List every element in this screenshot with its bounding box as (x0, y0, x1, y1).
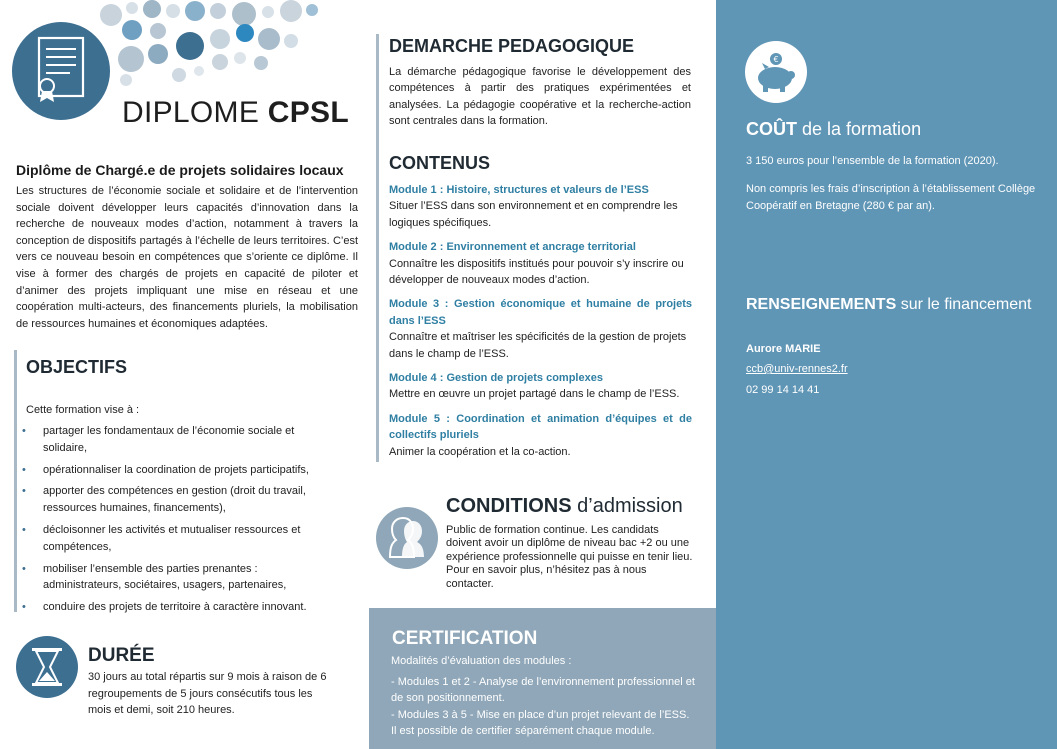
cout-heading-bold: COÛT (746, 119, 797, 139)
svg-text:€: € (773, 55, 779, 64)
duree-heading: DURÉE (88, 645, 155, 666)
conditions-heading-bold: CONDITIONS (446, 495, 572, 517)
cout-heading-light: de la formation (802, 119, 922, 139)
hourglass-icon (16, 636, 78, 698)
certification-text (391, 653, 701, 739)
conditions-text-2: Pour en savoir plus, n’hésitez pas à nous contacter. (446, 564, 647, 590)
module-item (389, 411, 692, 460)
module-text: Animer la coopération et la co-action. (389, 445, 571, 458)
contact-email-link[interactable]: ccb@univ-rennes2.fr (746, 363, 848, 375)
renseignements-heading (746, 296, 1031, 314)
title-light: DIPLOME (122, 96, 260, 129)
contenus-heading: CONTENUS (389, 153, 491, 173)
module-text: Mettre en œuvre un projet partagé dans le champ de l’ESS. (389, 388, 680, 401)
contact-phone: 02 99 14 14 41 (746, 384, 820, 396)
list-item: • décloisonner les activités et mutualiser ressources et compétences, (22, 522, 322, 556)
renseignements-heading-bold: RENSEIGNEMENTS (746, 296, 897, 313)
duree-text: 30 jours au total répartis sur 9 mois à raison de 6 regroupements de 5 jours consécutifs tous les mois et demi, soit 210 heures. (88, 671, 327, 717)
objectifs-list (22, 423, 322, 621)
piggy-bank-icon (745, 41, 807, 103)
list-item: • opérationnaliser la coordination de projets participatifs, (22, 462, 322, 479)
profiles-icon (376, 507, 438, 569)
page-title (122, 96, 349, 130)
cout-heading (746, 119, 921, 140)
module-title: Module 4 : Gestion de projets complexes (389, 372, 603, 385)
conditions-text (446, 524, 696, 591)
module-item (389, 239, 692, 288)
list-item: • apporter des compétences en gestion (droit du travail, ressources humaines, financements), (22, 483, 322, 517)
module-text: Situer l’ESS dans son environnement et en comprendre les logiques spécifiques. (389, 200, 678, 229)
list-item: • partager les fondamentaux de l’économie sociale et solidaire, (22, 423, 322, 457)
list-item: • mobiliser l’ensemble des parties prenantes : administrateurs, sociétaires, usagers, partenaires, (22, 561, 322, 595)
conditions-heading (446, 495, 683, 518)
module-text: Connaître et maîtriser les spécificités de la gestion de projets dans le champ de l’ESS. (389, 331, 687, 360)
demarche-text: La démarche pédagogique favorise le développement des compétences à partir des pratiques expérimentées et analysées. La pédagogie coopérative et la recherche-action sont centrales dans la formation. (389, 66, 691, 128)
module-title: Module 5 : Coordination et animation d’équipes et de collectifs pluriels (389, 412, 692, 442)
certification-line: Il est possible de certifier séparément chaque module. (391, 724, 655, 737)
module-title: Module 1 : Histoire, structures et valeurs de l’ESS (389, 184, 649, 196)
module-text: Connaître les dispositifs institués pour pouvoir s’y inscrire ou développer de nouveaux modes d’action. (389, 257, 684, 287)
module-title: Module 3 : Gestion économique et humaine de projets dans l’ESS (389, 298, 692, 327)
module-item (389, 296, 692, 362)
demarche-heading: DEMARCHE PEDAGOGIQUE (389, 36, 635, 56)
certification-line: Modalités d’évaluation des modules : (391, 655, 572, 667)
subtitle: Diplôme de Chargé.e de projets solidaires locaux (16, 162, 344, 178)
cout-text-1: 3 150 euros pour l’ensemble de la formation (2020). (746, 155, 999, 167)
module-list (389, 182, 692, 460)
diploma-icon (12, 22, 110, 120)
renseignements-heading-light: sur le financement (900, 296, 1032, 313)
module-item (389, 370, 692, 403)
certification-heading: CERTIFICATION (392, 628, 538, 649)
objectifs-bar (14, 350, 17, 612)
conditions-heading-light: d’admission (577, 495, 683, 517)
title-bold: CPSL (267, 96, 349, 129)
cout-text-2: Non compris les frais d’inscription à l’établissement Collège Coopératif en Bretagne (280 € par an). (746, 183, 1036, 212)
contact-name: Aurore MARIE (746, 343, 821, 355)
list-item: • conduire des projets de territoire à caractère innovant. (22, 599, 322, 616)
conditions-text-1: Public de formation continue. Les candidats doivent avoir un diplôme de niveau bac +2 ou une expérience professionnelle qui puisse en tenir lieu. (446, 524, 693, 563)
certification-line: - Modules 1 et 2 - Analyse de l’environnement professionnel et de son positionnement. (391, 676, 695, 705)
module-title: Module 2 : Environnement et ancrage territorial (389, 241, 636, 254)
intro-paragraph: Les structures de l’économie sociale et solidaire et de l’intervention sociale doivent développer leurs capacités d’innovation dans la recherche de nouveaux modes d’action, notamment à travers la conception de dispositifs partagés à l’échelle de leurs territoires. C’est vers ce nouveau besoin en compétences que s’oriente ce diplôme. Il vise à former des chargés de projets en capacité de piloter et d’animer des projets impliquant une mise en réseau et une coopération multi-acteurs, des financements pluriels, la mobilisation de ressources humaines et économiques adaptées. (16, 185, 358, 330)
objectifs-heading: OBJECTIFS (26, 357, 128, 377)
module-item (389, 182, 692, 231)
certification-line: - Modules 3 à 5 - Mise en place d’un projet relevant de l’ESS. (391, 708, 690, 721)
objectifs-intro: Cette formation vise à : (26, 404, 140, 416)
middle-bar (376, 34, 379, 462)
